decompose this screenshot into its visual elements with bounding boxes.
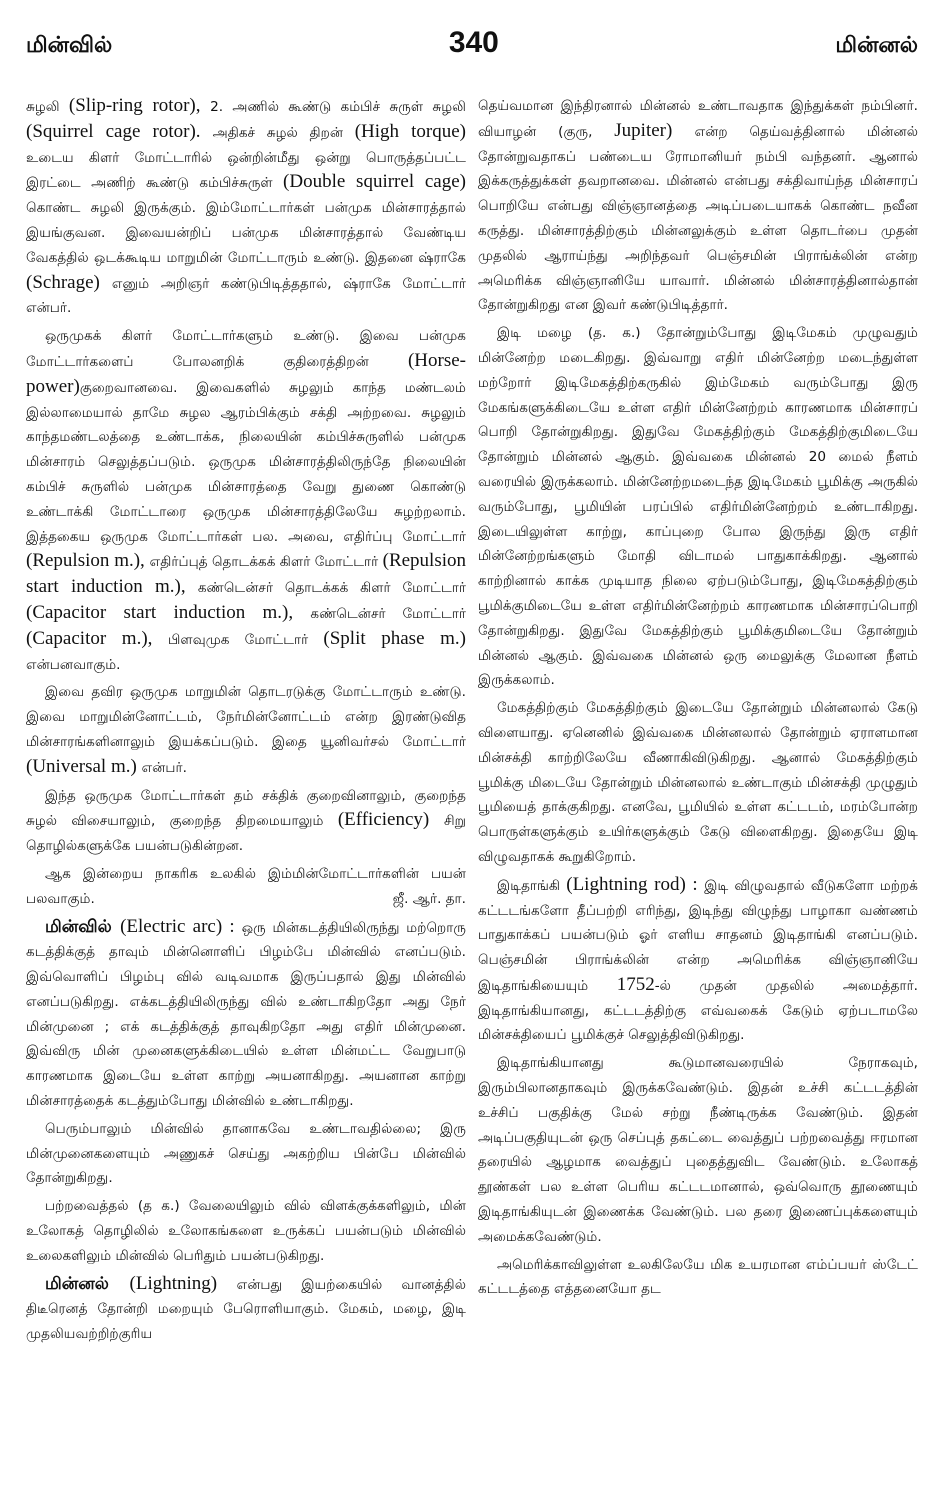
paragraph: அமெரிக்காவிலுள்ள உலகிலேயே மிக உயரமான எம்ப்பயர் ஸ்டேட் கட்டடத்தை எத்தனையோ தட <box>478 1256 918 1298</box>
entry-headword: மின்வில் <box>45 916 121 937</box>
text-columns <box>26 94 918 1350</box>
right-column <box>478 94 918 1350</box>
header-left-guide-word: மின்வில் <box>26 33 113 58</box>
paragraph: இவை தவிர ஒருமுக மாறுமின் தொடரடுக்கு மோட்டாரும் உண்டு. இவை மாறுமின்னோட்டம், நேர்மின்னோட்டம் என்ற இரண்டுவித மின்சாரங்களினாலும் இயக்கப்படும். இதை யூனிவர்சல் மோட்டார் (Universal m.) என்பர். <box>26 684 466 777</box>
page-header <box>26 26 918 74</box>
entry-lightning: மின்னல் (Lightning) என்பது இயற்கையில் வானத்தில் திடீரெனத் தோன்றி மறையும் பேரொளியாகும். மேகம், மழை, இடி முதலியவற்றிற்குரிய <box>26 1272 466 1343</box>
paragraph: மேகத்திற்கும் மேகத்திற்கும் இடையே தோன்றும் மின்னலால் கேடு விளையாது. ஏனெனில் இவ்வகை மின்னலால் தோன்றும் ஏராளமான மின்சக்தி காற்றிலேயே வீணாகிவிடுகிறது. ஆனால் மேகத்திற்கும் பூமிக்கு மிடையே தோன்றும் மின்னலால் உண்டாகும் மின்சக்தி முழுதும் பூமியைத் தாக்குகிறது. எனவே, பூமியில் உள்ள கட்டடம், மரம்போன்ற பொருள்களுக்கும் உயிர்களுக்கும் கேடு விளைகிறது. இதையே இடி விழுவதாகக் கூறுகிறோம். <box>478 700 918 865</box>
left-column <box>26 94 466 1350</box>
paragraph: ஆக இன்றைய நாகரிக உலகில் இம்மின்மோட்டார்களின் பயன் பலவாகும். ஜீ. ஆர். தா. <box>26 862 466 912</box>
paragraph: தெய்வமான இந்திரனால் மின்னல் உண்டாவதாக இந்துக்கள் நம்பினர். வியாழன் (குரு, Jupiter) என்ற தெய்வத்தினால் மின்னல் தோன்றுவதாகப் பண்டைய ரோமானியர் நம்பி வந்தனர். ஆனால் இக்கருத்துக்கள் தவறானவை. மின்னல் என்பது சக்திவாய்ந்த மின்சாரப் பொறியே என்பது விஞ்ஞானத்தை அடிப்படையாகக் கொண்ட நவீன கருத்து. மின்சாரத்திற்கும் மின்னலுக்கும் உள்ள தொடர்பை முதன் முதலில் ஆராய்ந்து அறிந்தவர் பெஞ்சமின் பிராங்க்லின் என்ற அமெரிக்க விஞ்ஞானியே யாவார். மின்னல் மின்சாரத்தினால்தான் தோன்றுகிறது என இவர் கண்டுபிடித்தார். <box>478 98 918 314</box>
paragraph: இந்த ஒருமுக மோட்டார்கள் தம் சக்திக் குறைவினாலும், குறைந்த சுழல் விசையாலும், குறைந்த திறமையாலும் (Efficiency) சிறு தொழில்களுக்கே பயன்படுகின்றன. <box>26 787 466 855</box>
entry-headword: மின்னல் <box>45 1273 130 1294</box>
paragraph: இடி மழை (த. க.) தோன்றும்போது இடிமேகம் முழுவதும் மின்னேற்ற மடைகிறது. இவ்வாறு எதிர் மின்னேற்ற மடைந்துள்ள மற்றோர் இடிமேகத்திற்கருகில் இம்மேகம் வரும்போது இரு மேகங்களுக்கிடையே உள்ள எதிர் மின்னேற்றம் காரணமாக மின்சாரப் பொறி தோன்றுகிறது. இதுவே மேகத்திற்கும் மேகத்திற்குமிடையே தோன்றும் மின்னல் ஆகும். இவ்வகை மின்னல் 20 மைல் நீளம் வரையில் இருக்கலாம். மின்னேற்றமடைந்த இடிமேகம் பூமிக்கு அருகில் வரும்போது, பூமியின் பரப்பில் எதிர்மின்னேற்றம் உண்டாகிறது. இடையிலுள்ள காற்று, காப்புறை போல இருந்து இரு எதிர் மின்னேற்றங்களும் மோதி விடாமல் பாதுகாக்கிறது. ஆனால் காற்றினால் காக்க முடியாத நிலை ஏற்படும்போது, இடிமேகத்திற்கும் பூமிக்குமிடையே உள்ள எதிர்மின்னேற்றம் காரணமாக மின்சாரப்பொறி தோன்றுகிறது. இதுவே மேகத்திற்கும் பூமிக்குமிடையே தோன்றும் மின்னல் ஆகும். இவ்வகை மின்னல் ஒரு மைலுக்கு மேலான நீளம் இருக்கலாம். <box>478 325 918 689</box>
paragraph: இடிதாங்கி (Lightning rod) : இடி விழுவதால் வீடுகளோ மற்றக் கட்டடங்களோ தீப்பற்றி எரிந்து, இடிந்து விழுந்து பாழாகா வண்ணம் பாதுகாக்கப் பயன்படும் ஓர் எளிய சாதனம் இடிதாங்கி எனப்படும். பெஞ்சமின் பிராங்க்லின் என்ற அமெரிக்க விஞ்ஞானியே இடிதாங்கியையும் 1752-ல் முதன் முதலில் அமைத்தார். இடிதாங்கியானது, கட்டடத்திற்கு எவ்வகைக் கேடும் ஏற்படாமலே மின்சக்தியைப் பூமிக்குச் செலுத்திவிடுகிறது. <box>478 873 918 1044</box>
author-signature: ஜீ. ஆர். தா. <box>392 890 466 907</box>
header-right-guide-word: மின்னல் <box>835 33 918 58</box>
paragraph: இடிதாங்கியானது கூடுமானவரையில் நேராகவும், இரும்பிலானதாகவும் இருக்கவேண்டும். இதன் உச்சி கட்டடத்தின் உச்சிப் பகுதிக்கு மேல் சற்று நீண்டிருக்க வேண்டும். இதன் அடிப்பகுதியுடன் ஒரு செப்புத் தகட்டை வைத்துப் பற்றவைத்து ஈரமான தரையில் ஆழமாக வைத்துப் புதைத்துவிட வேண்டும். உலோகத் தூண்கள் பல உள்ள பெரிய கட்டடமானால், ஒவ்வொரு தூணையும் இடிதாங்கியுடன் இணைக்க வேண்டும். பல தரை இணைப்புக்களையும் அமைக்கவேண்டும். <box>478 1055 918 1245</box>
paragraph: ஒருமுகக் கிளர் மோட்டார்களும் உண்டு. இவை பன்முக மோட்டார்களைப் போலனறிக் குதிரைத்திறன் (Horse-power)குறைவானவை. இவைகளில் சுழலும் காந்த மண்டலம் இல்லாமையால் தாமே சுழல ஆரம்பிக்கும் சக்தி அற்றவை. சுழலும் காந்தமண்டலத்தை உண்டாக்க, நிலையின் கம்பிச்சுருளில் பன்முக மின்சாரம் செலுத்தப்படும். ஒருமுக மின்சாரத்திலிருந்தே நிலையின் கம்பிச் சுருளில் பன்முக மின்சாரத்தை வேறு துணை கொண்டு உண்டாக்கி மோட்டாரை ஒருமுக மின்சாரத்திலேயே சுழற்றலாம். இத்தகைய ஒருமுக மோட்டார்கள் பல. அவை, எதிர்ப்பு மோட்டார் (Repulsion m.), எதிர்ப்புத் தொடக்கக் கிளர் மோட்டார் (Repulsion start induction m.), கண்டென்சர் தொடக்கக் கிளர் மோட்டார் (Capacitor start induction m.), கண்டென்சர் மோட்டார் (Capacitor m.), பிளவுமுக மோட்டார் (Split phase m.) என்பனவாகும். <box>26 328 467 673</box>
paragraph: பெரும்பாலும் மின்வில் தானாகவே உண்டாவதில்லை; இரு மின்முனைகளையும் அணுகச் செய்து அகற்றிய பின்பே மின்வில் தோன்றுகிறது. <box>26 1120 466 1187</box>
entry-electric-arc: மின்வில் (Electric arc) : ஒரு மின்கடத்தியிலிருந்து மற்றொரு கடத்திக்குத் தாவும் மின்னொளிப் பிழம்பே மின்வில் எனப்படும். இவ்வொளிப் பிழம்பு வில் வடிவமாக இருப்பதால் இது மின்வில் எனப்படுகிறது. எக்கடத்தியிலிருந்து வில் உண்டாகிறதோ அது நேர் மின்முனை ; எக் கடத்திக்குத் தாவுகிறதோ அது எதிர் மின்முனை. இவ்விரு மின் முனைகளுக்கிடையில் உள்ள மின்மட்ட வேறுபாடு காரணமாக இடையே உள்ள காற்று அயனாகிறது. அயனான காற்று மின்சாரத்தைக் கடத்தும்போது மின்வில் உண்டாகிறது. <box>26 915 466 1110</box>
paragraph: பற்றவைத்தல் (த க.) வேலையிலும் வில் விளக்குக்களிலும், மின் உலோகத் தொழிலில் உலோகங்களை உருக்கப் பயன்படும் மின்வில் உலைகளிலும் மின்வில் பெரிதும் பயன்படுகிறது. <box>26 1198 466 1264</box>
page-number: 340 <box>448 26 499 59</box>
paragraph: சுழலி (Slip-ring rotor), 2. அணில் கூண்டு கம்பிச் சுருள் சுழலி (Squirrel cage rotor). அதிகச் சுழல் திறன் (High torque) உடைய கிளர் மோட்டாரில் ஒன்றின்மீது ஒன்று பொருத்தப்பட்ட இரட்டை அணிற் கூண்டு கம்பிச்சுருள் (Double squirrel cage) கொண்ட சுழலி இருக்கும். இம்மோட்டார்கள் பன்முக மின்சாரத்தால் இயங்குவன. இவையன்றிப் பன்முக மின்சாரத்தால் வேண்டிய வேகத்தில் ஒடக்கூடிய மாறுமின் மோட்டாரும் உண்டு. இதனை ஷ்ராகே (Schrage) எனும் அறிஞர் கண்டுபிடித்ததால், ஷ்ராகே மோட்டார் என்பர். <box>26 95 466 317</box>
